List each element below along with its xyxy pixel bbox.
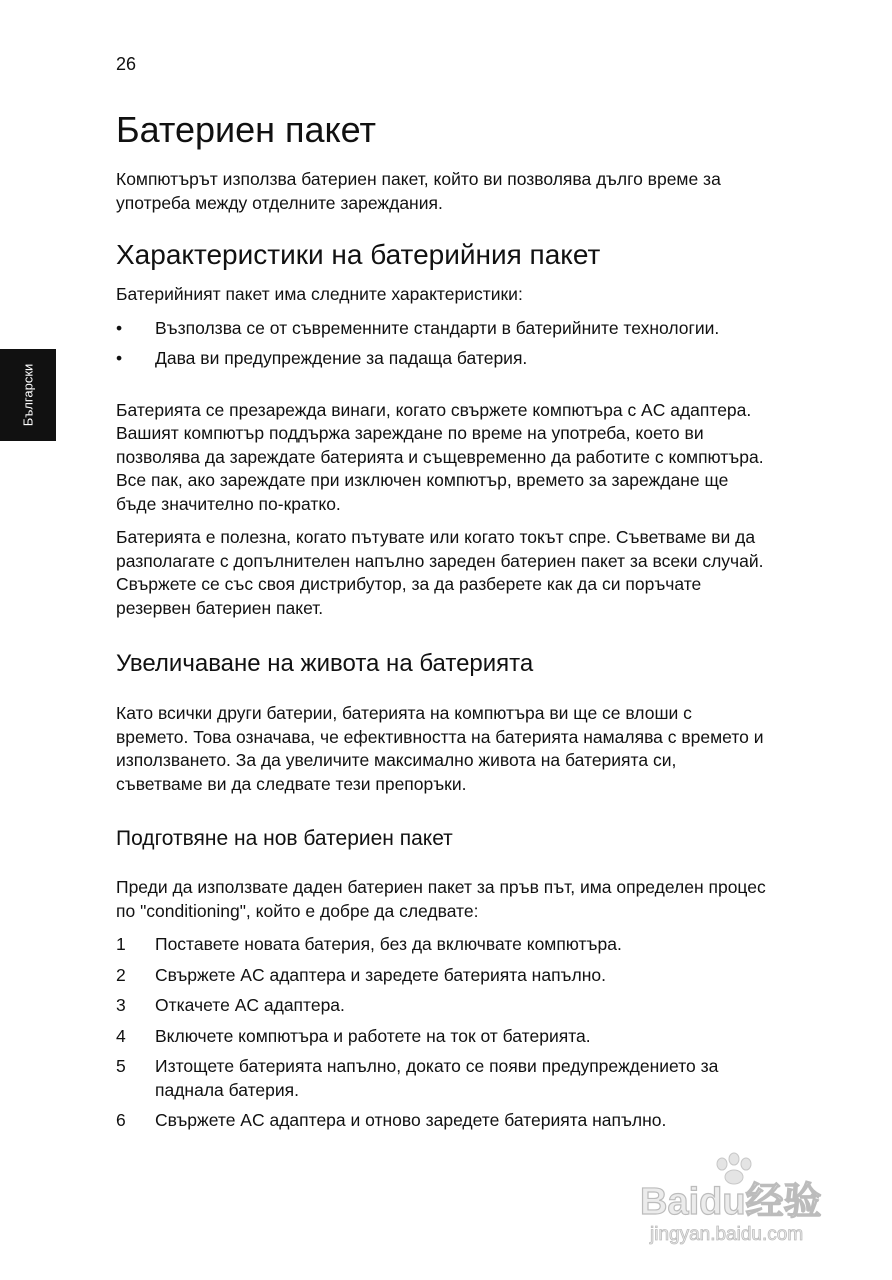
step-text: Свържете AC адаптера и отново заредете батерията напълно.: [155, 1110, 667, 1130]
bullet-marker: •: [116, 348, 123, 368]
step-text: Поставете новата батерия, без да включвате компютъра.: [155, 934, 622, 954]
battery-life-heading: Увеличаване на живота на батерията: [116, 650, 534, 677]
step-text: Свържете AC адаптера и заредете батерията напълно.: [155, 964, 606, 985]
characteristics-heading: Характеристики на батерийния пакет: [116, 239, 601, 270]
conditioning-lead: Преди да използвате даден батериен пакет за пръв път, има определен процес по "conditioning", който е добре да следвате:: [116, 877, 766, 921]
conditioning-steps: [116, 933, 766, 1133]
step-number: 3: [116, 995, 126, 1015]
bullet-item: [116, 317, 766, 341]
page-number: 26: [116, 54, 137, 74]
intro-paragraph: Компютърът използва батериен пакет, който ви позволява дълго време за употреба между отделните зареждания.: [116, 169, 721, 213]
step-item: [116, 964, 766, 988]
baidu-watermark: [638, 1150, 838, 1250]
step-item: [116, 994, 766, 1018]
watermark-url: jingyan.baidu.com: [650, 1224, 804, 1245]
watermark-logo-text: Baidu经验: [640, 1181, 822, 1223]
step-item: [116, 1109, 766, 1133]
language-tab-label: Български: [20, 363, 36, 427]
spare-battery-paragraph: Батерията е полезна, когато пътувате или когато токът спре. Съветваме ви да разполагате с допълнителен напълно зареден батериен пакет за всеки случай. Свържете се със своя дистрибутор, за да разберете как да си поръчате резервен батериен пакет.: [116, 527, 764, 618]
bullet-text: Дава ви предупреждение за падаща батерия.: [155, 348, 528, 368]
page-title: Батериен пакет: [116, 109, 376, 150]
battery-life-paragraph: Като всички други батерии, батерията на компютъра ви ще се влоши с времето. Това означава, че ефективността на батерията намалява с времето и използването. За да увеличите максимално живота на батерията си, съветваме ви да следвате тези препоръки.: [116, 703, 764, 794]
step-item: [116, 1025, 766, 1049]
step-item: [116, 933, 766, 957]
step-text: Включете компютъра и работете на ток от батерията.: [155, 1025, 591, 1046]
step-text: Изтощете батерията напълно, докато се появи предупреждението за паднала батерия.: [155, 1056, 719, 1100]
step-item: [116, 1055, 766, 1102]
paw-icon: [717, 1153, 751, 1184]
page-content: [116, 104, 766, 1161]
language-tab: [0, 349, 56, 441]
conditioning-heading: Подготвяне на нов батериен пакет: [116, 827, 453, 850]
bullet-text: Възползва се от съвременните стандарти в батерийните технологии.: [155, 317, 720, 338]
bullet-item: [116, 347, 766, 371]
bullet-marker: •: [116, 317, 123, 338]
characteristics-list: [116, 317, 766, 371]
step-text: Откачете AC адаптера.: [155, 995, 345, 1015]
step-number: 2: [116, 964, 126, 985]
step-number: 1: [116, 934, 126, 954]
step-number: 6: [116, 1110, 126, 1130]
characteristics-lead: Батерийният пакет има следните характеристики:: [116, 284, 523, 304]
step-number: 4: [116, 1025, 126, 1046]
step-number: 5: [116, 1056, 126, 1076]
charging-paragraph: Батерията се презарежда винаги, когато свържете компютъра с AC адаптера. Вашият компютър поддържа зареждане по време на употреба, което ви позволява да зареждате батерията и същевременно да работите с компютъра. Все пак, ако зареждате при изключен компютър, времето за зареждане ще бъде значително по-кратко.: [116, 399, 764, 514]
